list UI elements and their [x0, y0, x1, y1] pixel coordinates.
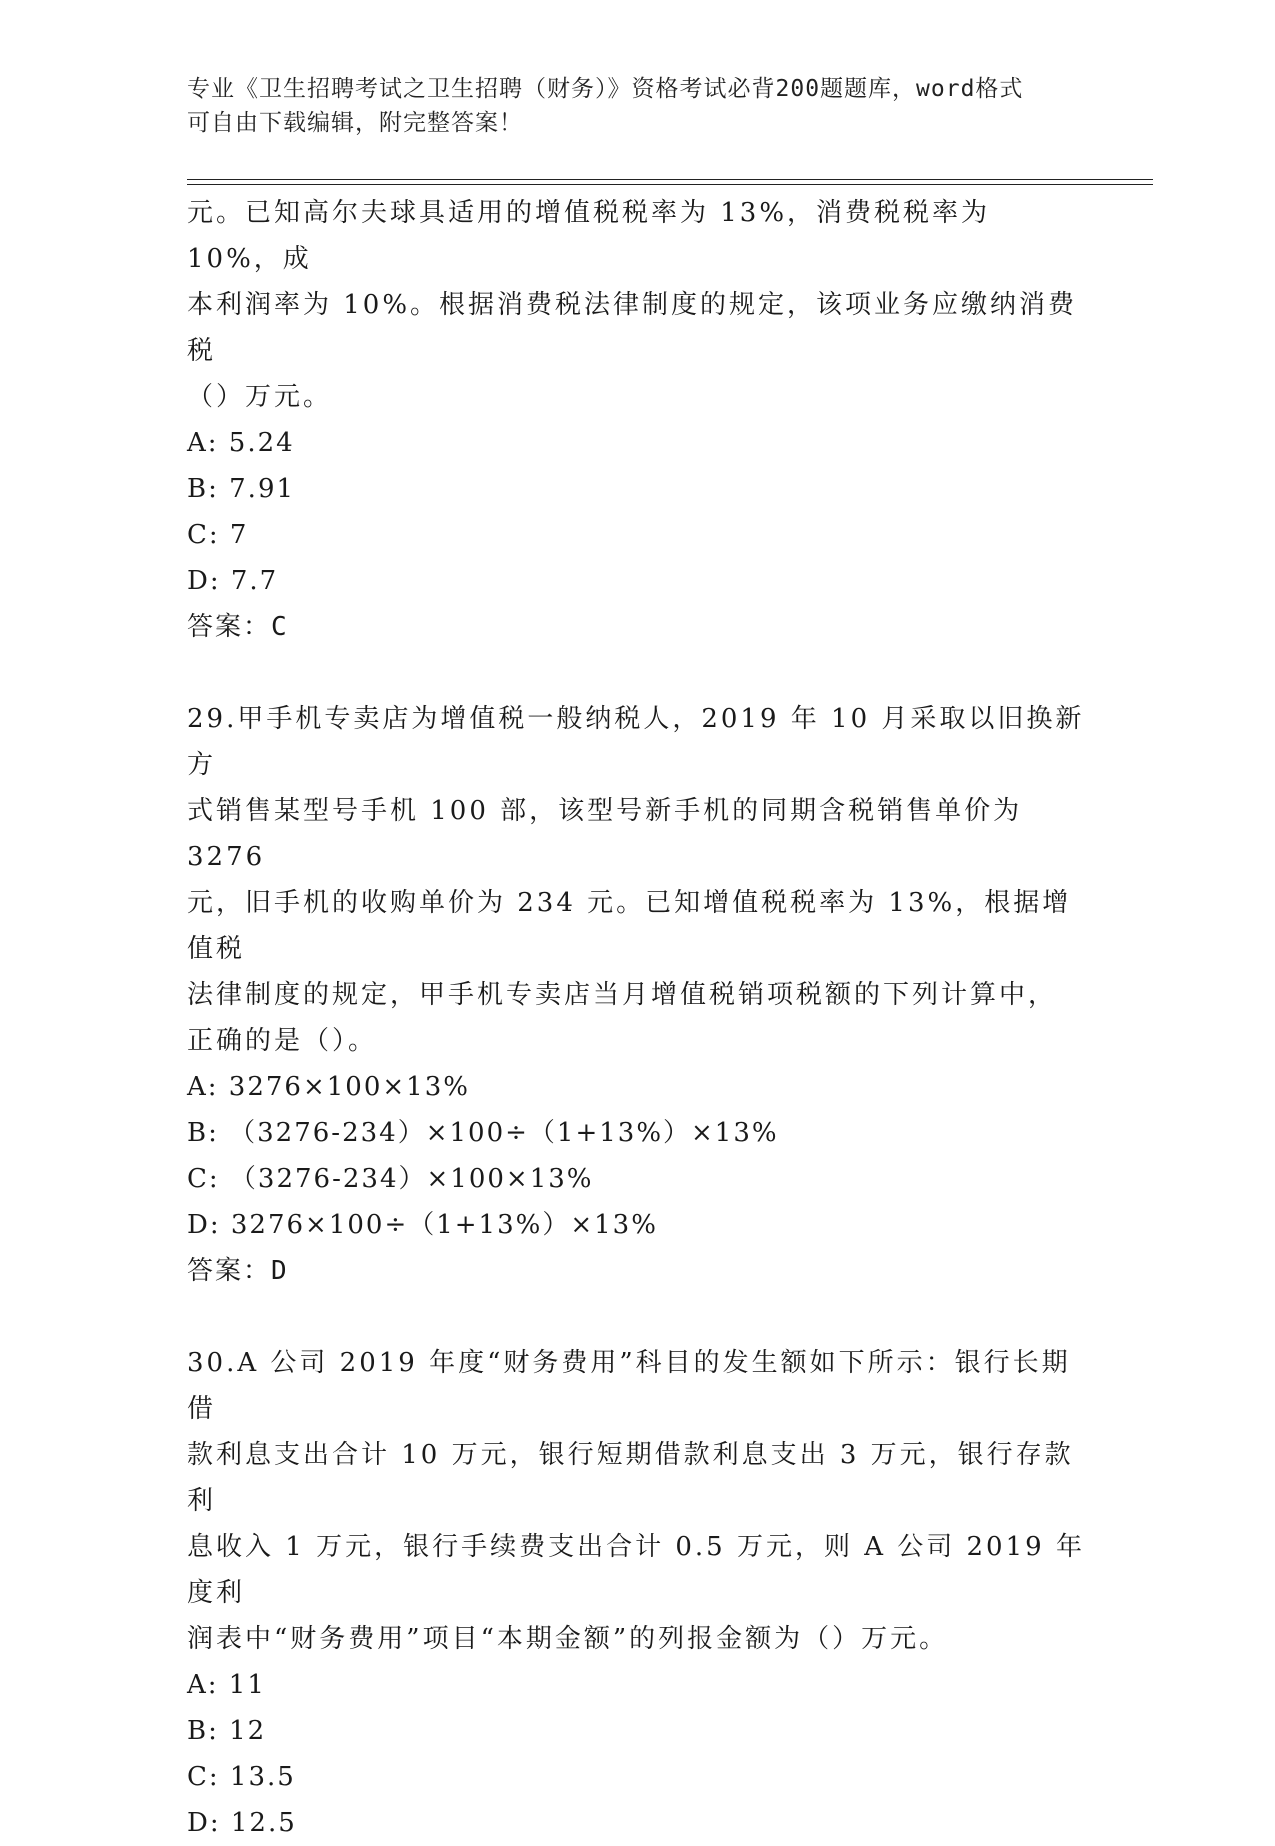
option-a: A: 5.24 — [187, 428, 295, 458]
document-body — [187, 190, 1087, 1846]
answer-line: 答案：D — [187, 1256, 289, 1286]
question-text-line: 本利润率为 10%。根据消费税法律制度的规定，该项业务应缴纳消费税 — [187, 290, 1078, 366]
option-d: D: 12.5 — [187, 1808, 297, 1838]
header-divider-bottom — [187, 184, 1153, 185]
page-header — [187, 72, 1087, 140]
question-block-29 — [187, 696, 1087, 1294]
option-b: B: 12 — [187, 1716, 267, 1746]
question-text-line: 息收入 1 万元，银行手续费支出合计 0.5 万元，则 A 公司 2019 年度利 — [187, 1532, 1085, 1608]
header-title-line-1: 专业《卫生招聘考试之卫生招聘（财务）》资格考试必背200题题库，word格式 — [187, 76, 1024, 102]
question-spacer — [187, 650, 1087, 696]
question-text-line: 元。已知高尔夫球具适用的增值税税率为 13%，消费税税率为 10%，成 — [187, 198, 1002, 274]
question-text-line: 元，旧手机的收购单价为 234 元。已知增值税税率为 13%，根据增值税 — [187, 888, 1072, 964]
option-c: C: 13.5 — [187, 1762, 296, 1792]
question-text-line: 润表中“财务费用”项目“本期金额”的列报金额为（）万元。 — [187, 1624, 949, 1654]
question-text-line: 29.甲手机专卖店为增值税一般纳税人，2019 年 10 月采取以旧换新方 — [187, 704, 1085, 780]
option-b: B: 7.91 — [187, 474, 296, 504]
header-title-line-2: 可自由下载编辑，附完整答案！ — [187, 110, 523, 136]
question-text-line: 款利息支出合计 10 万元，银行短期借款利息支出 3 万元，银行存款利 — [187, 1440, 1074, 1516]
question-block-30 — [187, 1340, 1087, 1846]
option-d: D: 3276×100÷（1+13%）×13% — [187, 1210, 658, 1240]
question-text-line: 法律制度的规定，甲手机专卖店当月增值税销项税额的下列计算中， — [187, 980, 1058, 1010]
option-d: D: 7.7 — [187, 566, 279, 596]
question-spacer — [187, 1294, 1087, 1340]
option-a: A: 11 — [187, 1670, 266, 1700]
question-block-28 — [187, 190, 1087, 650]
question-text-line: 30.A 公司 2019 年度“财务费用”科目的发生额如下所示：银行长期借 — [187, 1348, 1071, 1424]
option-c: C: （3276-234）×100×13% — [187, 1164, 594, 1194]
question-text-line: 正确的是（）。 — [187, 1026, 378, 1056]
option-b: B: （3276-234）×100÷（1+13%）×13% — [187, 1118, 779, 1148]
option-a: A: 3276×100×13% — [187, 1072, 470, 1102]
option-c: C: 7 — [187, 520, 249, 550]
question-text-line: 式销售某型号手机 100 部，该型号新手机的同期含税销售单价为 3276 — [187, 796, 1034, 872]
answer-line: 答案：C — [187, 612, 289, 642]
question-text-line: （）万元。 — [187, 382, 333, 412]
header-divider-top — [187, 179, 1153, 180]
